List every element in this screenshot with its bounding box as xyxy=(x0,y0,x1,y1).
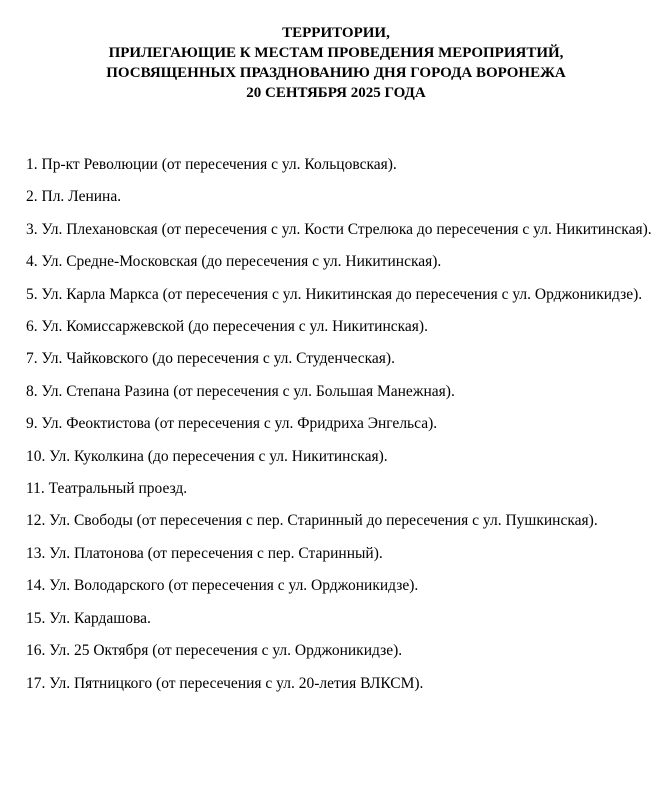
list-item: 8. Ул. Степана Разина (от пересечения с ул. Большая Манежная). xyxy=(26,382,455,400)
title-line: ПРИЛЕГАЮЩИЕ К МЕСТАМ ПРОВЕДЕНИЯ МЕРОПРИЯТИЙ, xyxy=(108,45,564,61)
territory-list xyxy=(26,149,652,700)
list-item: 14. Ул. Володарского (от пересечения с ул. Орджоникидзе). xyxy=(26,577,419,595)
list-item: 5. Ул. Карла Маркса (от пересечения с ул. Никитинская до пересечения с ул. Орджоникидзе). xyxy=(26,285,643,303)
list-item: 4. Ул. Средне-Московская (до пересечения с ул. Никитинская). xyxy=(26,253,442,271)
list-item: 6. Ул. Комиссаржевской (до пересечения с ул. Никитинская). xyxy=(26,318,428,336)
list-item: 3. Ул. Плехановская (от пересечения с ул. Кости Стрелюка до пересечения с ул. Никитинская). xyxy=(26,220,652,238)
list-item: 12. Ул. Свободы (от пересечения с пер. Старинный до пересечения с ул. Пушкинская). xyxy=(26,512,598,530)
title-line: ТЕРРИТОРИИ, xyxy=(282,25,390,41)
list-item: 11. Театральный проезд. xyxy=(26,480,188,498)
list-item: 15. Ул. Кардашова. xyxy=(26,609,151,627)
list-item: 17. Ул. Пятницкого (от пересечения с ул. 20-летия ВЛКСМ). xyxy=(26,674,424,692)
list-item: 7. Ул. Чайковского (до пересечения с ул. Студенческая). xyxy=(26,350,395,368)
list-item: 16. Ул. 25 Октября (от пересечения с ул. Орджоникидзе). xyxy=(26,642,403,660)
title-line: ПОСВЯЩЕННЫХ ПРАЗДНОВАНИЮ ДНЯ ГОРОДА ВОРОНЕЖА xyxy=(106,65,566,81)
document-title xyxy=(20,23,652,103)
list-item: 10. Ул. Куколкина (до пересечения с ул. Никитинская). xyxy=(26,447,388,465)
list-item: 1. Пр-кт Революции (от пересечения с ул. Кольцовская). xyxy=(26,156,397,173)
list-item: 13. Ул. Платонова (от пересечения с пер. Старинный). xyxy=(26,544,383,562)
title-line: 20 СЕНТЯБРЯ 2025 ГОДА xyxy=(246,85,426,101)
list-item: 2. Пл. Ленина. xyxy=(26,188,122,206)
list-item: 9. Ул. Феоктистова (от пересечения с ул. Фридриха Энгельса). xyxy=(26,415,438,433)
